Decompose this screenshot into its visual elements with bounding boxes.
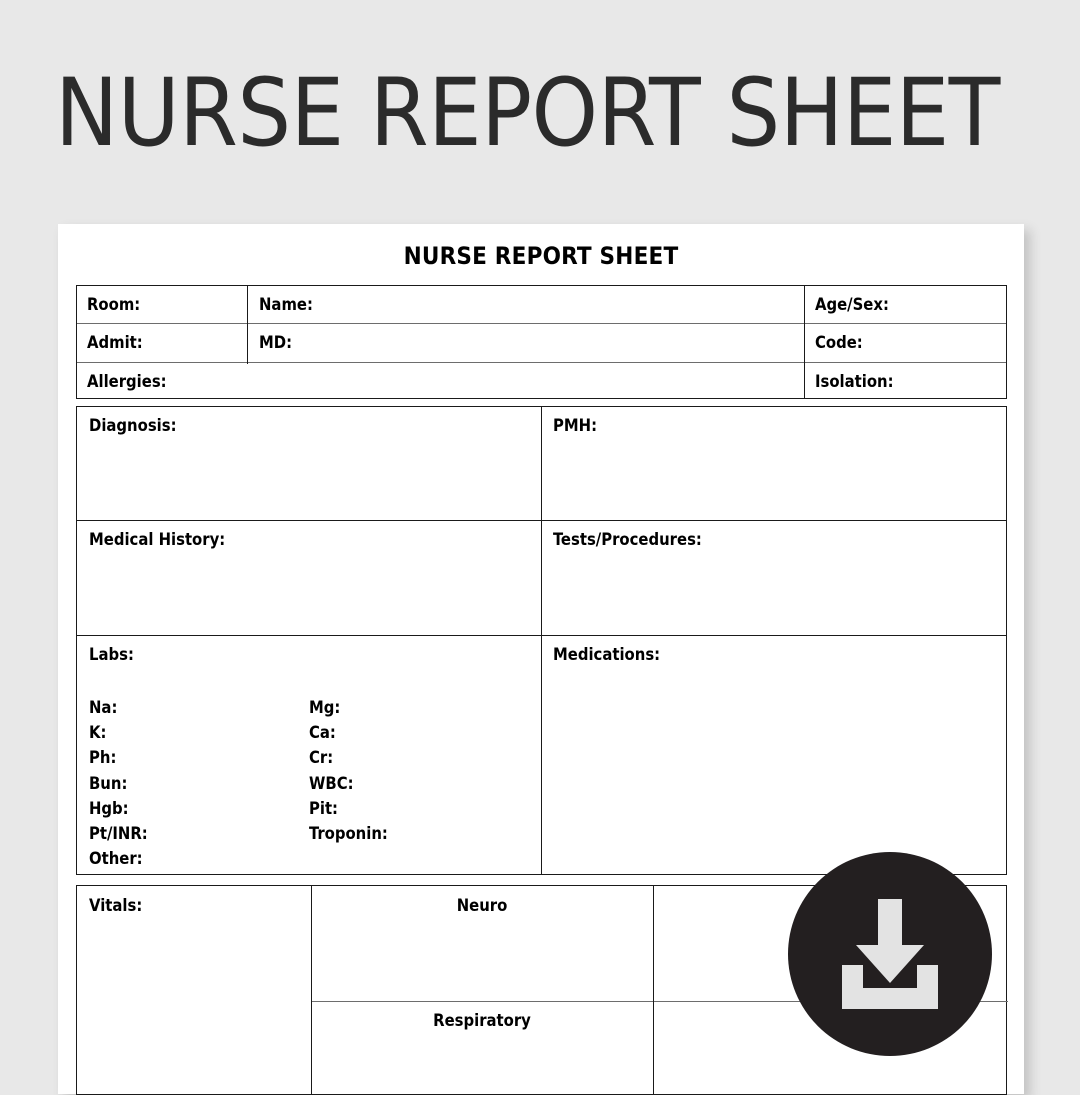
label-pt-inr: Pt/INR: (89, 824, 148, 844)
clinical-cell-diagnosis (89, 416, 177, 436)
medications-cell-title (553, 645, 660, 665)
label-age-sex: Age/Sex: (815, 295, 889, 314)
download-button[interactable] (788, 852, 992, 1056)
labs-table (76, 635, 1007, 875)
label-vitals: Vitals: (89, 896, 143, 915)
labs-cell-title (89, 645, 134, 665)
label-respiratory: Respiratory (433, 1011, 531, 1030)
assessment-vline-1 (311, 886, 312, 1094)
label-isolation: Isolation: (815, 372, 894, 391)
label-hgb: Hgb: (89, 798, 129, 818)
label-cr: Cr: (309, 748, 334, 768)
label-ca: Ca: (309, 723, 336, 743)
labs-column-two (309, 695, 388, 846)
identity-cell-code (815, 333, 863, 353)
label-na: Na: (89, 698, 118, 717)
label-pmh: PMH: (553, 416, 598, 435)
label-admit: Admit: (87, 333, 143, 352)
label-pit: Pit: (309, 798, 338, 818)
label-medications: Medications: (553, 645, 661, 664)
label-ph: Ph: (89, 748, 117, 768)
assessment-vline-2 (653, 886, 654, 1094)
label-wbc: WBC: (309, 773, 354, 793)
identity-divider-1 (77, 323, 1006, 324)
identity-vline-left (247, 286, 248, 364)
label-medical-history: Medical History: (89, 530, 226, 549)
label-code: Code: (815, 333, 863, 352)
identity-vline-right (804, 286, 805, 398)
label-mg: Mg: (309, 698, 341, 717)
label-allergies: Allergies: (87, 372, 167, 391)
labs-column-one (89, 695, 148, 871)
download-icon (832, 899, 948, 1009)
identity-table (76, 285, 1007, 399)
label-bun: Bun: (89, 773, 128, 793)
label-room: Room: (87, 295, 141, 314)
identity-cell-isolation (815, 372, 894, 392)
label-name: Name: (259, 295, 313, 314)
document-title: NURSE REPORT SHEET (403, 242, 679, 270)
clinical-cell-pmh (553, 416, 597, 436)
identity-cell-allergies (87, 372, 167, 392)
label-k: K: (89, 723, 107, 743)
identity-cell-room (87, 295, 140, 315)
label-tests-procedures: Tests/Procedures: (553, 530, 702, 549)
identity-cell-agesex (815, 295, 889, 315)
page-headline: NURSE REPORT SHEET (55, 59, 1000, 168)
label-diagnosis: Diagnosis: (89, 416, 177, 435)
clinical-cell-tests-procedures (553, 530, 702, 550)
label-md: MD: (259, 333, 293, 352)
clinical-table (76, 406, 1007, 636)
identity-cell-name (259, 295, 313, 315)
label-troponin: Troponin: (309, 824, 388, 844)
identity-cell-md (259, 333, 292, 353)
identity-divider-2 (77, 362, 1006, 363)
assessment-cell-respiratory (311, 1011, 653, 1030)
labs-vline (541, 636, 542, 874)
label-other: Other: (89, 849, 143, 869)
clinical-cell-medical-history (89, 530, 225, 550)
identity-cell-admit (87, 333, 143, 353)
label-neuro: Neuro (456, 896, 508, 915)
assessment-cell-vitals (89, 896, 142, 916)
label-labs: Labs: (89, 645, 134, 664)
clinical-vline (541, 407, 542, 635)
assessment-cell-neuro (311, 896, 653, 915)
